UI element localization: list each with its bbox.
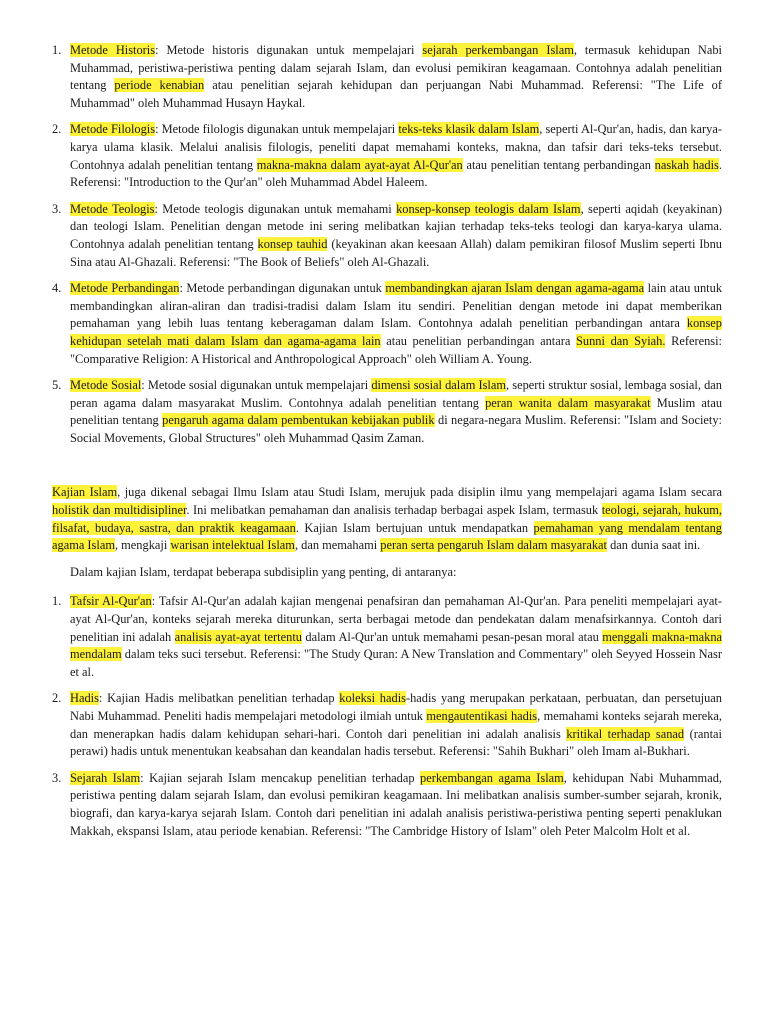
highlighted-phrase: membandingkan ajaran Islam dengan agama-agama <box>385 281 645 296</box>
list-item-text <box>70 42 722 112</box>
text-run: , seperti aqidah (keyakinan) dan teologi Islam. Penelitian dengan metode ini sering melibatkan kajian terhadap teks-teks teologi dan karya-karya ulama. Contohnya adalah penelitian tentang <box>70 201 722 251</box>
highlighted-phrase: sejarah perkembangan Islam <box>422 43 574 57</box>
text-run: : Metode sosial digunakan untuk mempelajari <box>141 378 372 393</box>
text-run: . Referensi: "Introduction to the Qur'an" oleh Muhammad Abdel Haleem. <box>70 157 722 190</box>
list-item <box>52 201 722 271</box>
list-item-text <box>70 593 722 681</box>
list-item <box>52 121 722 191</box>
highlighted-phrase: koleksi hadis <box>339 691 406 706</box>
text-run: di negara-negara Muslim. Referensi: "Islam and Society: Social Movements, Global Structures" oleh Muhammad Qasim Zaman. <box>70 413 722 445</box>
list-item <box>52 377 722 447</box>
text-run: atau penelitian sejarah kehidupan dan perjuangan Nabi Muhammad. Referensi: "The Life of Muhammad" oleh Muhammad Husayn Haykal. <box>70 78 722 110</box>
text-run: Muslim atau penelitian tentang <box>70 395 723 428</box>
text-run: atau penelitian tentang perbandingan <box>462 157 655 172</box>
text-run: , juga dikenal sebagai Ilmu Islam atau Studi Islam, merujuk pada disiplin ilmu yang mempelajari agama Islam secara <box>117 485 722 500</box>
highlighted-phrase: konsep-konsep teologis dalam Islam <box>396 201 581 216</box>
highlighted-phrase: naskah hadis <box>654 157 719 172</box>
list-number: 2. <box>52 122 62 137</box>
highlighted-phrase: Metode Historis <box>70 43 156 57</box>
highlighted-phrase: analisis ayat-ayat tertentu <box>174 629 302 644</box>
highlighted-phrase: Metode Perbandingan <box>70 281 180 296</box>
list-item <box>52 280 722 368</box>
list-number: 5. <box>52 378 62 393</box>
highlighted-phrase: periode kenabian <box>114 78 205 93</box>
highlighted-phrase: dimensi sosial dalam Islam <box>371 378 507 393</box>
highlighted-phrase: holistik dan multidisipliner <box>52 503 187 518</box>
list-number: 2. <box>52 691 62 706</box>
highlighted-phrase: Kajian Islam <box>52 485 118 500</box>
text-run: : Kajian sejarah Islam mencakup penelitian terhadap <box>140 770 421 785</box>
text-run: , seperti Al-Qur'an, hadis, dan karya-karya ulama klasik. Melalui analisis filologis, peneliti dapat memahami konteks, makna, dan tafsir dari teks-teks tersebut. Contohnya adalah penelitian tentang <box>70 122 722 172</box>
list-item <box>52 690 722 760</box>
text-run: : Metode historis digunakan untuk mempelajari <box>155 43 423 57</box>
list-item-text <box>70 280 722 368</box>
text-run: atau penelitian perbandingan antara <box>380 333 577 348</box>
subdisciplines-intro: Dalam kajian Islam, terdapat beberapa subdisiplin yang penting, di antaranya: <box>70 564 457 579</box>
list-number: 1. <box>52 43 62 57</box>
highlighted-phrase: pengaruh agama dalam pembentukan kebijakan publik <box>162 413 435 428</box>
text-run: Referensi: "Comparative Religion: A Historical and Anthropological Approach" oleh William A. Young. <box>70 333 722 366</box>
highlighted-phrase: teks-teks klasik dalam Islam <box>398 122 540 137</box>
text-run: , memahami konteks sejarah mereka, dan menerapkan hadis dalam kehidupan sehari-hari. Contoh dari penelitian ini adalah analisis <box>70 709 722 741</box>
list-number: 1. <box>52 594 62 609</box>
list-item-text <box>70 377 722 447</box>
text-run: dalam Al-Qur'an untuk memahami pesan-pesan moral atau <box>301 629 603 644</box>
list-item-text <box>70 690 722 760</box>
highlighted-phrase: kritikal terhadap sanad <box>566 726 685 741</box>
text-run: dan dunia saat ini. <box>607 538 701 553</box>
text-run: . Ini melibatkan pemahaman dan analisis terhadap berbagai aspek Islam, termasuk <box>186 503 602 518</box>
highlighted-phrase: Metode Filologis <box>70 122 156 137</box>
text-run: lain atau untuk membandingkan aliran-aliran dan tradisi-tradisi dalam Islam itu sendiri. Penelitian dengan metode ini dapat memberikan pemahaman yang lebih luas tentang keberagaman dalam Islam. Contohnya adalah penelitian perbandingan antara <box>70 281 723 331</box>
highlighted-phrase: peran wanita dalam masyarakat <box>485 395 651 410</box>
highlighted-phrase: warisan intelektual Islam <box>170 538 295 553</box>
text-run: (keyakinan akan keesaan Allah) dalam pemikiran filosof Muslim seperti Ibnu Sina atau Al-Ghazali. Referensi: "The Book of Beliefs" oleh Al-Ghazali. <box>70 236 722 269</box>
list-number: 3. <box>52 201 62 216</box>
text-run: : Kajian Hadis melibatkan penelitian terhadap <box>98 691 340 706</box>
text-run: , termasuk kehidupan Nabi Muhammad, peristiwa-peristiwa penting dalam sejarah Islam, dan evolusi pemikiran keagamaan. Contohnya adalah penelitian tentang <box>70 43 722 93</box>
list-item <box>52 770 722 840</box>
text-run: , dan memahami <box>294 538 381 553</box>
highlighted-phrase: teologi, sejarah, hukum, filsafat, budaya, sastra, dan praktik keagamaan <box>52 503 723 535</box>
highlighted-phrase: konsep tauhid <box>257 236 328 251</box>
highlighted-phrase: Tafsir Al-Qur'an <box>70 594 152 609</box>
highlighted-phrase: Sunni dan Syiah. <box>576 333 666 348</box>
text-run: : Metode perbandingan digunakan untuk <box>179 281 386 296</box>
highlighted-phrase: menggali makna-makna mendalam <box>70 629 723 662</box>
text-run: , seperti struktur sosial, lembaga sosial, dan peran agama dalam masyarakat Muslim. Contohnya adalah penelitian tentang <box>70 378 722 410</box>
list-item-text <box>70 770 722 840</box>
highlighted-phrase: Metode Sosial <box>70 378 142 393</box>
highlighted-phrase: Metode Teologis <box>70 201 155 216</box>
list-item-text <box>70 201 722 271</box>
list-item <box>52 42 722 112</box>
text-run: (rantai perawi) hadis untuk menentukan keabsahan dan keandalan hadis tersebut. Referensi: "Sahih Bukhari" oleh Imam al-Bukhari. <box>70 726 722 759</box>
section-spacer <box>52 456 722 484</box>
text-run: , kehidupan Nabi Muhammad, peristiwa penting dalam sejarah Islam, dan evolusi pemikiran keagamaan. Ini melibatkan analisis sumber-sumber sejarah, kronik, biografi, dan karya-karya sejarah Islam. Contoh dari penelitian ini adalah analisis peristiwa-peristiwa penting seperti penaklukan Makkah, ekspansi Islam, atau periode kenabian. Referensi: "The Cambridge History of Islam" oleh Peter Malcolm Holt et al. <box>70 770 722 838</box>
list-number: 4. <box>52 281 62 296</box>
text-run: , mengkaji <box>114 538 171 553</box>
list-item-text <box>70 121 722 191</box>
list-item <box>52 593 722 681</box>
highlighted-phrase: peran serta pengaruh Islam dalam masyarakat <box>380 538 607 553</box>
text-run: : Metode filologis digunakan untuk mempelajari <box>155 122 399 137</box>
methods-list <box>52 42 722 447</box>
highlighted-phrase: makna-makna dalam ayat-ayat Al-Qur'an <box>256 157 463 172</box>
highlighted-phrase: perkembangan agama Islam <box>420 770 564 785</box>
kajian-islam-intro <box>52 484 722 554</box>
text-run: -hadis yang merupakan perkataan, perbuatan, dan persetujuan Nabi Muhammad. Peneliti hadis mempelajari metodologi ilmiah untuk <box>70 691 722 723</box>
highlighted-phrase: Hadis <box>70 691 99 706</box>
highlighted-phrase: mengautentikasi hadis <box>426 709 538 723</box>
subdisciplines-list <box>52 593 722 840</box>
list-number: 3. <box>52 770 62 785</box>
text-run: dalam teks suci tersebut. Referensi: "The Study Quran: A New Translation and Commentary" oleh Seyyed Hossein Nasr et al. <box>70 647 722 679</box>
highlighted-phrase: Sejarah Islam <box>70 770 141 785</box>
highlighted-phrase: konsep kehidupan setelah mati dalam Islam dan agama-agama lain <box>70 316 722 348</box>
text-run: : Tafsir Al-Qur'an adalah kajian mengenai penafsiran dan pemahaman Al-Qur'an. Para peneliti mempelajari ayat-ayat Al-Qur'an, konteks sejarah mereka diturunkan, serta berbagai metode dan pendekatan dalam menafsirkannya. Contoh dari penelitian ini adalah <box>70 594 722 644</box>
text-run: . Kajian Islam bertujuan untuk mendapatkan <box>295 520 534 535</box>
text-run: : Metode teologis digunakan untuk memahami <box>154 201 397 216</box>
highlighted-phrase: pemahaman yang mendalam tentang agama Islam <box>52 520 722 553</box>
